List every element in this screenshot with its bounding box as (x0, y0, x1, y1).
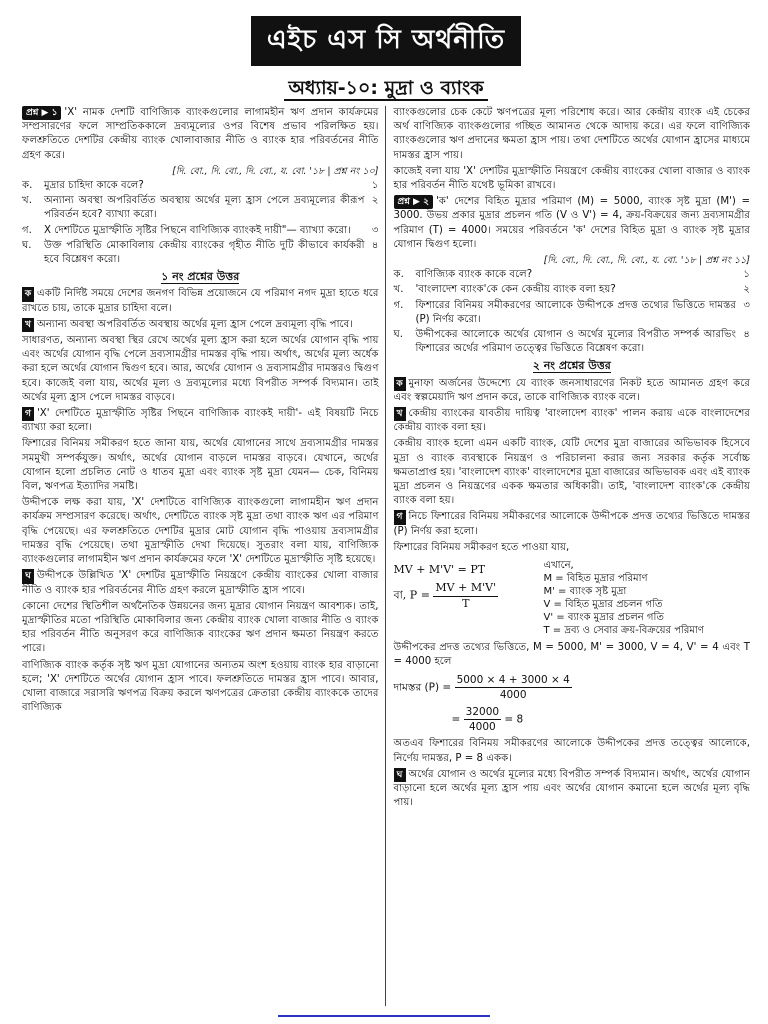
ans1-gha-cont2: কাজেই বলা যায় 'X' দেশটির মুদ্রাস্ফীতি নিয়ন্ত্রণে কেন্দ্রীয় ব্যাংকের খোলা বাজার ও ব্যাংক হার পরিবর্তন নীতি যথেষ্ট ভূমিকা রাখবে। (393, 165, 750, 192)
subquestion (22, 239, 379, 267)
fisher-equation (394, 559, 544, 637)
equation-numerator: MV + M'V' (433, 581, 498, 596)
ans1-ga-body1: ফিশারের বিনিময় সমীকরণ হতে জানা যায়, অর্থের যোগানের সাথে দ্রব্যসামগ্রীর দামস্তর সমমুখী সম্পর্কযুক্ত। অর্থাৎ, অর্থের যোগান বাড়লে দামস্তর বাড়বে। যেখানে, অর্থের যোগান হলো প্রচলিত নোট ও ধাতব মুদ্রা এবং ব্যাংক সৃষ্ট মুদ্রা যেমন— চেক, বিনিময় বিল, ঋণপত্র ইত্যাদির সমষ্টি। (22, 438, 379, 493)
ans2-ga-fisher: ফিশারের বিনিময় সমীকরণ হতে পাওয়া যায়, (393, 541, 570, 553)
subquestion-marks: ২ (743, 284, 750, 296)
ans2-ka (394, 377, 751, 405)
letter-kha: খ (394, 407, 406, 421)
answer1-heading-text: ১ নং প্রশ্নের উত্তর (161, 270, 240, 284)
equation-main: MV + M'V' = PT (393, 563, 486, 577)
answer2-heading-text: ২ নং প্রশ্নের উত্তর (532, 359, 611, 373)
price-level-numerator: 5000 × 4 + 3000 × 4 (455, 673, 572, 688)
ans2-gha-lead-text: অর্থের যোগান ও অর্থের মূল্যের মধ্যে বিপরীত সম্পর্ক বিদ্যমান। অর্থাৎ, অর্থের যোগান বাড়ানো হলে অর্থের মূল্য হ্রাস পায় এবং অর্থের যোগান কমানো হলে অর্থের মূল্য বৃদ্ধি পায়। (393, 768, 750, 809)
subquestion-text: X দেশটিতে মুদ্রাস্ফীতি সৃষ্টির পিছনে বাণিজ্যিক ব্যাংকই দায়ী"— ব্যাখ্যা করো। (44, 224, 351, 236)
equation-denominator: T (462, 596, 470, 610)
given-values: উদ্দীপকের প্রদত্ত তথ্যের ভিত্তিতে, M = 5000, M' = 3000, V = 4, V' = 4 এবং T = 4000 হলে (393, 642, 750, 668)
title-wrap (22, 16, 750, 66)
subquestion-marks: ২ (371, 195, 379, 207)
answer1-heading (22, 270, 379, 284)
ans1-ga-lead-text: 'X' দেশটিতে মুদ্রাস্ফীতি সৃষ্টির পিছনে বাণিজ্যিক ব্যাংকই দায়ী'- এই বিষয়টি নিচে ব্যাখ্যা করা হলো। (22, 408, 379, 434)
variable-definitions (544, 559, 751, 637)
q2-stem (394, 195, 751, 252)
subquestion (394, 299, 751, 327)
subquestion-text: অন্যান্য অবস্থা অপরিবর্তিত অবস্থায় অর্থের মূল্য হ্রাস পেলে দ্রব্যমূল্যের কীরূপ পরিবর্তন হবে? ব্যাখ্যা করো। (44, 195, 365, 221)
price-level-result (394, 705, 751, 734)
subquestion-marks: ৩ (743, 299, 750, 311)
price-level-calc (394, 673, 751, 702)
subquestion-label: ক. (393, 269, 404, 281)
ans1-gha-lead-text: উদ্দীপকে উল্লিখিত 'X' দেশটির মুদ্রাস্ফীতি নিয়ন্ত্রণে কেন্দ্রীয় ব্যাংকের খোলা বাজার নীতি ও ব্যাংক হার পরিবর্তনের নীতি গ্রহণ করলে মুদ্রাস্ফীতি হ্রাস পাবে। (22, 570, 379, 596)
subquestion-marks: ১ (371, 180, 379, 192)
page (22, 10, 750, 1010)
ans1-gha-body1: কোনো দেশের স্থিতিশীল অর্থনৈতিক উন্নয়নের জন্য মুদ্রার যোগান নিয়ন্ত্রণ আবশ্যক। তাই, মুদ্রাস্ফীতির মতো পরিস্থিতি মোকাবিলার জন্য কেন্দ্রীয় ব্যাংক খোলা বাজার নীতি ও ব্যাংক হার পরিবর্তন নীতি অনুসরণ করে বাণিজ্যিক ব্যাংকের ঋণ প্রদান ক্ষমতা নিয়ন্ত্রণ করতে পারে। (22, 600, 379, 655)
subquestion (394, 283, 751, 297)
subquestion (22, 194, 379, 222)
ans2-kha-body: কেন্দ্রীয় ব্যাংক হলো এমন একটি ব্যাংক, যেটি দেশের মুদ্রা বাজারের অভিভাবক হিসেবে মুদ্রা ও ব্যাংক ব্যবস্থাকে নিয়ন্ত্রণ ও পরিচালনা করার জন্য সরকার কর্তৃক সর্বোচ্চ ক্ষমতাপ্রাপ্ত হয়। 'বাংলাদেশ ব্যাংক' বাংলাদেশের মুদ্রা বাজারের অভিভাবক এবং এই ব্যাংক মুদ্রা প্রচলন ও নিয়ন্ত্রণের একক ক্ষমতার অধিকারী। তাই, 'বাংলাদেশ ব্যাংক'কে কেন্দ্রীয় ব্যাংক বলা হয়। (393, 438, 750, 507)
book-title: এইচ এস সি অর্থনীতি (251, 16, 521, 66)
subquestion (394, 328, 751, 356)
variable-definition: T = দ্রব্য ও সেবার ক্রয়-বিক্রয়ের পরিমাণ (543, 625, 704, 637)
subquestion-label: ক. (22, 180, 33, 192)
ans2-kha-lead-text: কেন্দ্রীয় ব্যাংকের যাবতীয় দায়িত্ব 'বাংলাদেশ ব্যাংক' পালন করায় একে বাংলাদেশের কেন্দ্রীয় ব্যাংক বলা হয়। (393, 408, 750, 434)
letter-gha: ঘ (394, 768, 406, 782)
result-numerator: 32000 (464, 705, 501, 720)
chapter-title (22, 74, 750, 106)
letter-ka: ক (394, 377, 406, 391)
ans2-ga-lead-text: নিচে ফিশারের বিনিময় সমীকরণের আলোকে উদ্দীপকে প্রদত্ত তথ্যের ভিত্তিতে দামস্তর (P) নির্ণয় করা হলো। (393, 511, 750, 537)
price-level-fraction (455, 673, 572, 702)
ans1-kha-lead-text: অন্যান্য অবস্থা অপরিবর্তিত অবস্থায় অর্থের মূল্য হ্রাস পেলে দ্রব্যমূল্য বৃদ্ধি পাবে। (37, 318, 353, 330)
equation-fraction (433, 581, 498, 610)
subquestion-text: উক্ত পরিস্থিতি মোকাবিলায় কেন্দ্রীয় ব্যাংকের গৃহীত নীতি দুটি কীভাবে কার্যকরী হবে বিশ্লেষণ করো। (44, 239, 365, 266)
price-level-label: দামস্তর (P) = (393, 681, 452, 694)
subquestion-label: গ. (393, 299, 404, 311)
subquestion-text: মুদ্রার চাহিদা কাকে বলে? (44, 180, 144, 192)
variable-definition: V' = ব্যাংক মুদ্রার প্রচলন গতি (543, 612, 664, 624)
subquestion-text: উদ্দীপকের আলোকে অর্থের যোগান ও অর্থের মূল্যের বিপরীত সম্পর্ক আরভিং ফিশারের অর্থের পরিমাণ তত্ত্বের ভিত্তিতে বিশ্লেষণ করো। (415, 329, 736, 355)
letter-ga: গ (394, 510, 406, 524)
result-equals: = (451, 713, 461, 726)
ans1-kha-lead (22, 318, 379, 332)
subquestion-label: গ. (22, 224, 32, 236)
result-denominator: 4000 (468, 721, 496, 734)
variable-definition: M = বিহিত মুদ্রার পরিমাণ (543, 573, 648, 585)
left-column (22, 106, 386, 1006)
price-level-denominator: 4000 (499, 688, 527, 701)
subquestion-marks: ১ (743, 269, 750, 281)
ans2-ka-text: মুনাফা অর্জনের উদ্দেশ্যে যে ব্যাংক জনসাধারণের নিকট হতে আমানত গ্রহণ করে এবং স্বল্পমেয়াদি ঋণ প্রদান করে, তাকে বাণিজ্যিক ব্যাংক বলে। (393, 377, 750, 403)
right-column (386, 106, 751, 1006)
letter-kha: খ (22, 318, 34, 332)
where-heading: এখানে, (543, 560, 574, 572)
ans1-ga-lead (22, 407, 379, 435)
ans2-kha-lead (394, 407, 751, 435)
q1-subquestions (22, 179, 379, 267)
equation-ba: বা, P = (393, 589, 430, 602)
answer2-heading (394, 359, 751, 373)
q1-stem-text: 'X' নামক দেশটি বাণিজ্যিক ব্যাংকগুলোর লাগামহীন ঋণ প্রদান কার্যক্রমের সম্প্রসারণের ফলে সাম্প্রতিককালে দ্রব্যমূল্যের ওপর বিশেষ প্রভাব পরিলক্ষিত হয়। ফলশ্রুতিতে দেশটির কেন্দ্রীয় ব্যাংক খোলাবাজার নীতি ও ব্যাংক হার পরিবর্তনের নীতি গ্রহণ করে। (22, 107, 379, 161)
subquestion-label: ঘ. (393, 329, 404, 341)
subquestion-marks: ৩ (371, 224, 379, 236)
q1-citation: [দি. বো., দি. বো., দি. বো., য. বো. '১৮ | প্রশ্ন নং ১০] (172, 165, 379, 177)
ans1-gha-lead (22, 569, 379, 597)
chapter-title-text: অধ্যায়-১০: মুদ্রা ও ব্যাংক (284, 77, 487, 101)
q2-tag: প্রশ্ন ▶ ২ (394, 195, 433, 209)
subquestion-marks: ৪ (743, 329, 750, 341)
variable-definition: V = বিহিত মুদ্রার প্রচলন গতি (543, 599, 663, 611)
letter-ka: ক (22, 287, 34, 301)
q2-citation: [দি. বো., দি. বো., দি. বো., য. বো. '১৮ | প্রশ্ন নং ১১] (543, 255, 750, 267)
subquestion-marks: ৪ (371, 239, 379, 251)
ans1-kha-body: সাধারণত, অন্যান্য অবস্থা স্থির রেখে অর্থের মূল্য হ্রাস করা হলে অর্থের যোগান বৃদ্ধি পায় এবং অর্থের যোগান বৃদ্ধি পেলে দ্রব্যসামগ্রীর দামস্তর বৃদ্ধি পায়। অর্থাৎ, অর্থের মূল্য অর্ধেক করা হলে অর্থের যোগান দ্বিগুণ হবে। আর, অর্থের যোগান ও দ্রব্যসামগ্রীর দামস্তরও দ্বিগুণ হবে। কাজেই বলা যায়, অর্থের মূল্য ও দ্রব্যমূল্যের মধ্যে বিপরীত সম্পর্ক বিদ্যমান। তাই অর্থের মূল্য হ্রাস পেলে দামস্তর বাড়বে। (22, 335, 379, 403)
footer-rule (278, 1015, 490, 1017)
ans1-gha-cont1: ব্যাংকগুলোর চেক কেটে ঋণপত্রের মূল্য পরিশোধ করে। আর কেন্দ্রীয় ব্যাংক এই চেকের অর্থ বাণিজ্যিক ব্যাংকগুলোর গচ্ছিত আমানত থেকে আদায় করে। এর ফলে বাণিজ্যিক ব্যাংকগুলোর ঋণ প্রদানের ক্ষমতা হ্রাস পায়। তথা দেশটিতে অর্থের যোগান হ্রাসের মাধ্যমে দামস্তর হ্রাস পায়। (393, 107, 750, 161)
ans2-gha-lead (394, 768, 751, 811)
subquestion-text: ফিশারের বিনিময় সমীকরণের আলোকে উদ্দীপকে প্রদত্ত তথ্যের ভিত্তিতে দামস্তর (P) নির্ণয় করো। (415, 299, 736, 325)
result-fraction (464, 705, 501, 734)
subquestion-label: খ. (393, 284, 404, 296)
q2-subquestions (394, 268, 751, 356)
content-columns (22, 106, 750, 1006)
letter-ga: গ (22, 407, 34, 421)
ans2-ga-conclusion: অতএব ফিশারের বিনিময় সমীকরণের আলোকে উদ্দীপকের প্রদত্ত তত্ত্বের আলোকে, নির্ণেয় দামস্তর, P = 8 একক। (393, 738, 750, 764)
variable-definition: M' = ব্যাংক সৃষ্ট মুদ্রা (543, 586, 627, 598)
subquestion-text: বাণিজ্যিক ব্যাংক কাকে বলে? (415, 269, 533, 281)
subquestion (22, 224, 379, 238)
q2-stem-text: 'ক' দেশের বিহিত মুদ্রার পরিমাণ (M) = 5000, ব্যাংক সৃষ্ট মুদ্রা (M') = 3000. উভয় প্রকার মুদ্রার প্রচলন গতি (V ও V') = 4, ক্রয়-বিক্রয়ের জন্য দ্রব্যসামগ্রীর পরিমাণ (T) = 4000। সময়ের পরিবর্তনে 'ক' দেশের বিহিত মুদ্রা ও ব্যাংক সৃষ্ট মুদ্রার যোগান দ্বিগুণ হলো। (393, 196, 750, 250)
ans1-ka (22, 287, 379, 315)
equation-block (394, 559, 751, 637)
letter-gha: ঘ (22, 569, 34, 583)
result-value: = 8 (504, 713, 524, 726)
subquestion-label: খ. (22, 195, 32, 207)
q1-tag: প্রশ্ন ▶ ১ (22, 106, 61, 120)
subquestion (22, 179, 379, 193)
where-list (544, 572, 751, 637)
subquestion-text: 'বাংলাদেশ ব্যাংক'কে কেন কেন্দ্রীয় ব্যাংক বলা হয়? (415, 284, 616, 296)
subquestion-label: ঘ. (22, 239, 32, 251)
ans1-ga-body2: উদ্দীপকে লক্ষ করা যায়, 'X' দেশটিতে বাণিজ্যিক ব্যাংকগুলো লাগামহীন ঋণ প্রদান কার্যক্রম সম্প্রসারণ করেছে। অর্থাৎ, দেশটিতে ব্যাংক সৃষ্ট মুদ্রা তথা ব্যাংক ঋণ এর পরিমাণ বৃদ্ধি পেয়েছে। এর ফলশ্রুতিতে দেশটির মুদ্রার মোট যোগান বৃদ্ধি পাওয়ায় দ্রব্যসামগ্রীর দামস্তর বৃদ্ধি পেয়েছে। তথা মুদ্রাস্ফীতি দেখা দিয়েছে। সুতরাং বলা যায়, বাণিজ্যিক ব্যাংকগুলোর লাগামহীন ঋণ প্রদান কার্যক্রমের ফলে 'X' দেশটিতে মুদ্রাস্ফীতি সৃষ্টি হয়েছে। (22, 497, 379, 566)
ans1-ka-text: একটি নির্দিষ্ট সময়ে দেশের জনগণ বিভিন্ন প্রয়োজনে যে পরিমাণ নগদ মুদ্রা হাতে ধরে রাখতে চায়, তাকে মুদ্রার চাহিদা বলে। (22, 288, 379, 314)
ans1-gha-body2: বাণিজ্যিক ব্যাংক কর্তৃক সৃষ্ট ঋণ মুদ্রা যোগানের অন্যতম অংশ হওয়ায় ব্যাংক হার বাড়ানো হলে; 'X' দেশটিতে অর্থের যোগান হ্রাস পাবে। ফলশ্রুতিতে দামস্তর হ্রাস পাবে। আবার, খোলা বাজারে সরাসরি ঋণপত্র বিক্রয় করলে ঋণপত্রের ক্রেতারা কেন্দ্রীয় ব্যাংককে তাদের বাণিজ্যিক (22, 659, 379, 714)
q1-stem (22, 106, 379, 163)
subquestion (394, 268, 751, 282)
ans2-ga-lead (394, 510, 751, 538)
equation-derived (394, 581, 544, 610)
